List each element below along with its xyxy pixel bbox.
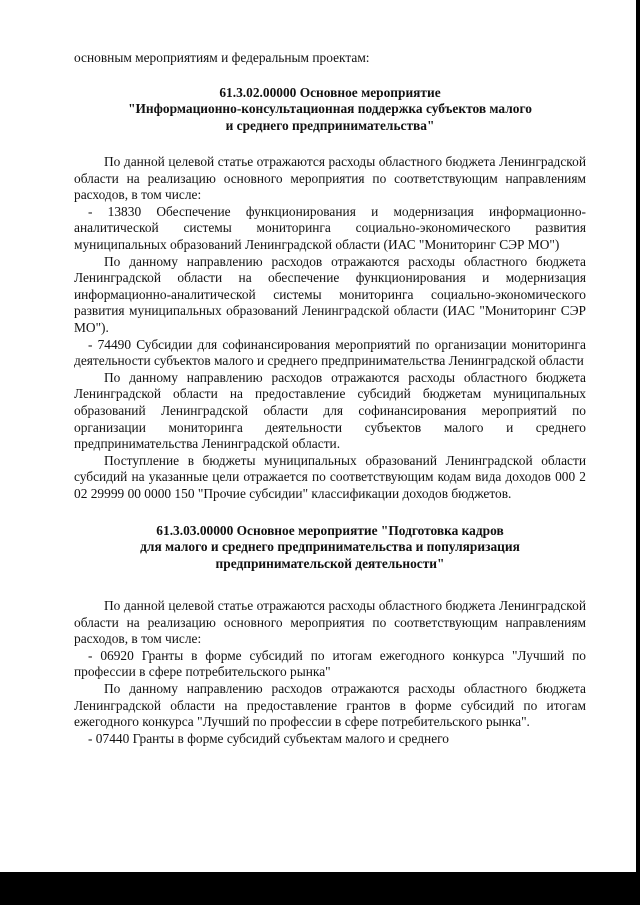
paragraph: По данному направлению расходов отражаются расходы областного бюджета Ленинградской области на предоставление грантов в форме субсидий по итогам ежегодного конкурса "Лучший по профессии в сфере потребительского рынка". [74,681,586,730]
paragraph: По данной целевой статье отражаются расходы областного бюджета Ленинградской области на реализацию основного мероприятия по соответствующим направлениям расходов, в том числе: [74,598,586,647]
heading-line: 61.3.02.00000 Основное мероприятие [219,84,441,100]
heading-line: предпринимательской деятельности" [215,555,445,571]
document-body [74,50,586,747]
expense-item: - 74490 Субсидии для софинансирования мероприятий по организации мониторинга деятельности субъектов малого и среднего предпринимательства Ленинградской области [74,336,586,369]
section-heading [74,523,586,573]
expense-item: - 06920 Гранты в форме субсидий по итогам ежегодного конкурса "Лучший по профессии в сфере потребительского рынка" [74,647,586,680]
paragraph: По данному направлению расходов отражаются расходы областного бюджета Ленинградской области на обеспечение функционирования и модернизация информационно-аналитической системы мониторинга социально-экономического развития муниципальных образований Ленинградской области (ИАС "Мониторинг СЭР МО"). [74,253,586,336]
scan-edge-shadow [636,0,640,872]
expense-item: - 13830 Обеспечение функционирования и модернизация информационно-аналитической системы мониторинга социально-экономического развития муниципальных образований Ленинградской области (ИАС "Мониторинг СЭР МО") [74,203,586,253]
heading-line: и среднего предпринимательства" [225,117,435,133]
intro-line: основным мероприятиям и федеральным проектам: [74,50,370,65]
paragraph: Поступление в бюджеты муниципальных образований Ленинградской области субсидий на указанные цели отражается по соответствующим кодам вида доходов 000 2 02 29999 00 0000 150 "Прочие субсидии" классификации доходов бюджетов. [74,452,586,501]
section-heading [74,85,586,135]
paragraph: По данной целевой статье отражаются расходы областного бюджета Ленинградской области на реализацию основного мероприятия по соответствующим направлениям расходов, в том числе: [74,154,586,203]
heading-line: "Информационно-консультационная поддержка субъектов малого [128,101,532,117]
expense-item: - 07440 Гранты в форме субсидий субъектам малого и среднего [88,730,449,746]
paragraph: По данному направлению расходов отражаются расходы областного бюджета Ленинградской области на предоставление субсидий бюджетам муниципальных образований Ленинградской области для софинансирования мероприятий по организации мониторинга деятельности субъектов малого и среднего предпринимательства Ленинградской области. [74,369,586,452]
scan-bottom-band [0,872,640,905]
heading-line: 61.3.03.00000 Основное мероприятие "Подготовка кадров [156,522,504,538]
heading-line: для малого и среднего предпринимательства и популяризация [140,539,520,555]
